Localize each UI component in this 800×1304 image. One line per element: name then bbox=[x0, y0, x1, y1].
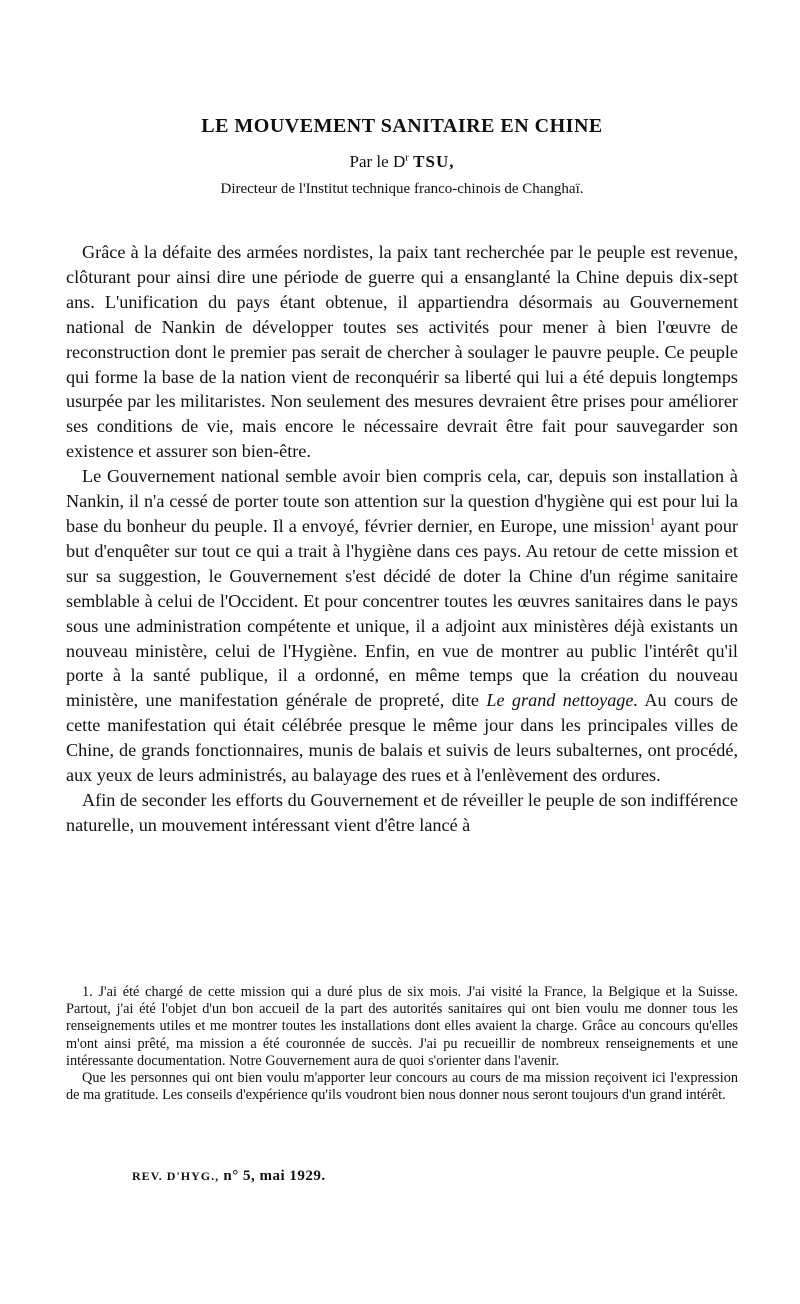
author-affiliation: Directeur de l'Institut technique franco-chinois de Changhaï. bbox=[220, 181, 584, 197]
paragraph-2 bbox=[66, 464, 738, 788]
paragraph-2-part-1: Le Gouvernement national semble avoir bien compris cela, car, depuis son installation à Nankin, il n'a cessé de porter toute son attention sur la question d'hygiène qui est pour lui la base du bonheur du peuple. Il a envoyé, février dernier, en Europe, une mission bbox=[66, 466, 738, 536]
byline-prefix: Par le D bbox=[349, 152, 406, 171]
paragraph-2-part-3: Au cours de cette manifestation qui était célébrée presque le même jour dans les principales villes de Chine, de grands fonctionnaires, munis de balais et suivis de leurs subalternes, ont procédé, aux yeux de leurs administrés, au balayage des rues et à l'enlèvement des ordures. bbox=[66, 690, 738, 786]
byline bbox=[66, 150, 738, 174]
paragraph-2-part-2: ayant pour but d'enquêter sur tout ce qui a trait à l'hygiène dans ces pays. Au retour de cette mission et sur sa suggestion, le Gouvernement s'est décidé de doter la Chine d'un régime sanitaire semblable à celui de l'Occident. Et pour concentrer toutes les œuvres sanitaires dans le pays sous une administration compétente et unique, il a adjoint aux ministères déjà existants un nouveau ministère, celui de l'Hygiène. Enfin, en vue de montrer au public l'intérêt qu'il porte à la santé publique, il a ordonné, en même temps que la création du nouveau ministère, une manifestation générale de propreté, dite bbox=[66, 515, 738, 711]
footnotes bbox=[66, 984, 738, 1104]
footnote-reference[interactable]: 1 bbox=[650, 516, 656, 528]
journal-issue: n° 5, mai 1929. bbox=[223, 1168, 326, 1184]
journal-name: REV. D'HYG., bbox=[132, 1169, 220, 1183]
article-title: LE MOUVEMENT SANITAIRE EN CHINE bbox=[201, 115, 603, 137]
journal-citation bbox=[132, 1168, 326, 1185]
paragraph-1: Grâce à la défaite des armées nordistes, la paix tant recherchée par le peuple est revenue, clôturant pour ainsi dire une période de guerre qui a ensanglanté la Chine depuis dix-sept ans. L'unification du pays étant obtenue, il appartiendra désormais au Gouvernement national de Nankin de développer toutes ses activités pour mener à bien l'œuvre de reconstruction dont le premier pas serait de chercher à soulager le pauvre peuple. Ce peuple qui forme la base de la nation vient de reconquérir sa liberté qui lui a été depuis longtemps usurpée par les militaristes. Non seulement des mesures devraient être prises pour améliorer ses conditions de vie, mais encore le nécessaire devrait être fait pour sauvegarder son existence et assurer son bien-être. bbox=[66, 242, 738, 462]
italic-term: Le grand nettoyage. bbox=[486, 690, 639, 711]
footnote-1-continued: Que les personnes qui ont bien voulu m'apporter leur concours au cours de ma mission reçoivent ici l'expression de ma gratitude. Les conseils d'expérience qu'ils voudront bien nous donner nous seront toujours d'un grand intérêt. bbox=[66, 1070, 738, 1104]
footnote-1: 1. J'ai été chargé de cette mission qui a duré plus de six mois. J'ai visité la France, la Belgique et la Suisse. Partout, j'ai été l'objet d'un bon accueil de la part des autorités sanitaires qui ont bien voulu me donner tous les renseignements utiles et me montrer toutes les installations dont elles avaient la charge. Grâce au concours qu'elles m'ont ainsi prêté, ma mission a été couronnée de succès. J'ai pu recueillir de nombreux renseignements et une intéressante documentation. Notre Gouvernement aura de quoi s'orienter dans l'avenir. bbox=[66, 984, 738, 1069]
author-name: TSU, bbox=[413, 152, 455, 171]
article-body bbox=[66, 240, 738, 838]
paragraph-3: Afin de seconder les efforts du Gouvernement et de réveiller le peuple de son indifférence naturelle, un mouvement intéressant vient d'être lancé à bbox=[66, 789, 738, 835]
article-page bbox=[66, 112, 738, 838]
byline-sup: r bbox=[405, 151, 409, 164]
